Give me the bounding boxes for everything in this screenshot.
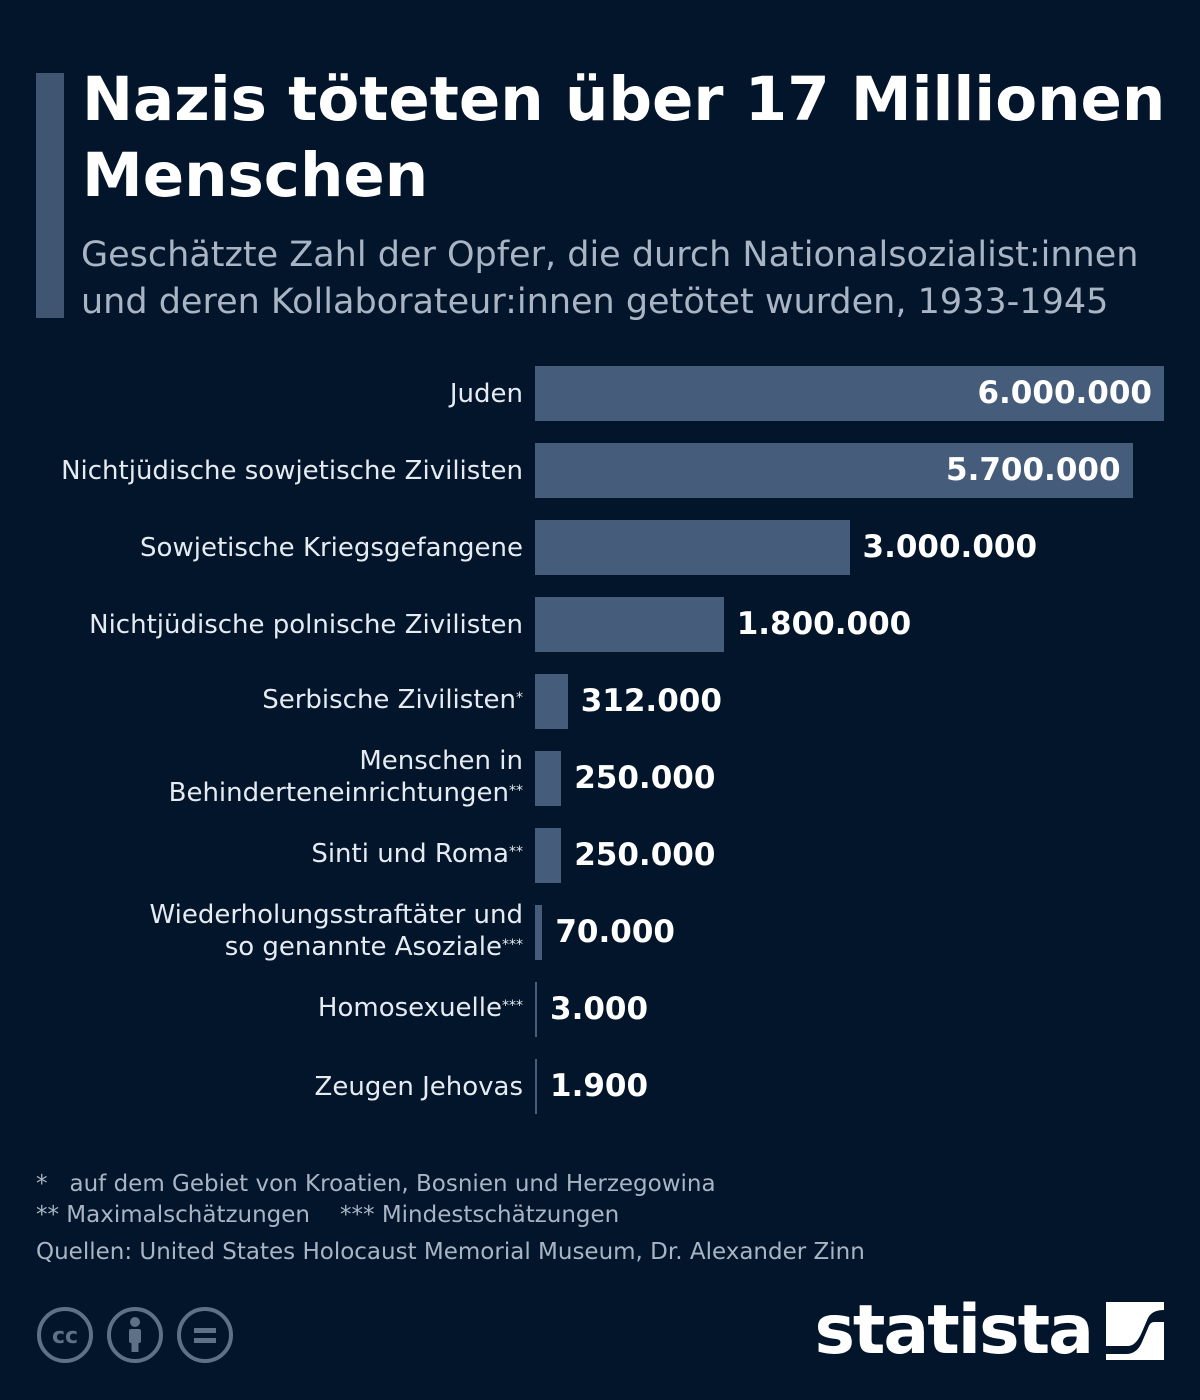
value-label: 1.900 xyxy=(550,1068,649,1104)
bar-row xyxy=(0,817,1200,894)
page-title: Nazis töteten über 17 Millionen Menschen xyxy=(82,64,1166,211)
statista-logo-icon xyxy=(1106,1302,1164,1360)
value-label: 70.000 xyxy=(555,914,675,950)
category-label xyxy=(23,663,523,740)
no-derivatives-icon[interactable] xyxy=(176,1306,234,1364)
bar-row xyxy=(0,586,1200,663)
category-label xyxy=(23,971,523,1048)
bar-chart xyxy=(0,355,1200,1130)
category-label xyxy=(23,894,523,971)
category-label-text: Homosexuelle*** xyxy=(317,992,523,1023)
footnote-mark: ** xyxy=(509,782,523,799)
footnote-1-marker: * xyxy=(36,1171,48,1197)
category-label xyxy=(23,586,523,663)
title-accent-bar xyxy=(36,73,64,318)
license-icons xyxy=(36,1306,234,1364)
attribution-icon[interactable] xyxy=(106,1306,164,1364)
footnote-mark: *** xyxy=(502,936,523,953)
category-label-text: Juden xyxy=(449,378,523,409)
bar xyxy=(535,751,561,806)
bar xyxy=(535,674,568,729)
creative-commons-icon[interactable] xyxy=(36,1306,94,1364)
bar xyxy=(535,597,724,652)
bar-row xyxy=(0,740,1200,817)
category-label-text: Nichtjüdische sowjetische Zivilisten xyxy=(61,455,523,486)
category-label xyxy=(23,355,523,432)
statista-branding[interactable] xyxy=(814,1291,1164,1370)
value-label: 5.700.000 xyxy=(946,452,1121,488)
footnotes xyxy=(36,1169,716,1231)
category-label xyxy=(23,509,523,586)
svg-text:cc: cc xyxy=(51,1324,79,1349)
category-label xyxy=(23,817,523,894)
page-subtitle: Geschätzte Zahl der Opfer, die durch Nationalsozialist:innen und deren Kollaborateur:innen getötet wurden, 1933-1945 xyxy=(81,235,1139,322)
source-note: Quellen: United States Holocaust Memorial Museum, Dr. Alexander Zinn xyxy=(36,1239,865,1265)
footnote-1-text: auf dem Gebiet von Kroatien, Bosnien und Herzegowina xyxy=(69,1171,716,1197)
footnote-2: ** Maximalschätzungen xyxy=(36,1202,311,1228)
value-label: 6.000.000 xyxy=(977,375,1152,411)
footnote-mark: * xyxy=(516,689,523,706)
category-label-text: Zeugen Jehovas xyxy=(314,1071,523,1102)
value-label: 312.000 xyxy=(580,683,722,719)
value-label: 3.000 xyxy=(550,991,649,1027)
value-label: 250.000 xyxy=(574,837,716,873)
bar xyxy=(535,1059,537,1114)
bar xyxy=(535,520,850,575)
footnote-1 xyxy=(36,1169,716,1200)
bar-row xyxy=(0,1048,1200,1125)
bar xyxy=(535,982,537,1037)
category-label xyxy=(23,432,523,509)
category-label xyxy=(23,1048,523,1125)
category-label-text: Menschen in Behinderteneinrichtungen** xyxy=(168,745,523,808)
category-label-text: Wiederholungsstraftäter und so genannte Asoziale*** xyxy=(149,899,523,962)
category-label-text: Sowjetische Kriegsgefangene xyxy=(140,532,523,563)
footnote-mark: *** xyxy=(502,997,523,1014)
category-label-text: Sinti und Roma** xyxy=(311,838,523,869)
bar xyxy=(535,905,542,960)
bar-row xyxy=(0,432,1200,509)
value-label: 250.000 xyxy=(574,760,716,796)
statista-wordmark: statista xyxy=(814,1291,1092,1370)
category-label-text: Serbische Zivilisten* xyxy=(262,684,523,715)
bar-row xyxy=(0,355,1200,432)
footnote-2-3 xyxy=(36,1200,716,1231)
bar-row xyxy=(0,971,1200,1048)
category-label xyxy=(23,740,523,817)
bar-row xyxy=(0,663,1200,740)
footnote-mark: ** xyxy=(509,843,523,860)
bar-row xyxy=(0,509,1200,586)
bar xyxy=(535,828,561,883)
bar-row xyxy=(0,894,1200,971)
value-label: 1.800.000 xyxy=(736,606,912,642)
footnote-3: *** Mindestschätzungen xyxy=(340,1202,620,1228)
value-label: 3.000.000 xyxy=(862,529,1038,565)
category-label-text: Nichtjüdische polnische Zivilisten xyxy=(89,609,523,640)
